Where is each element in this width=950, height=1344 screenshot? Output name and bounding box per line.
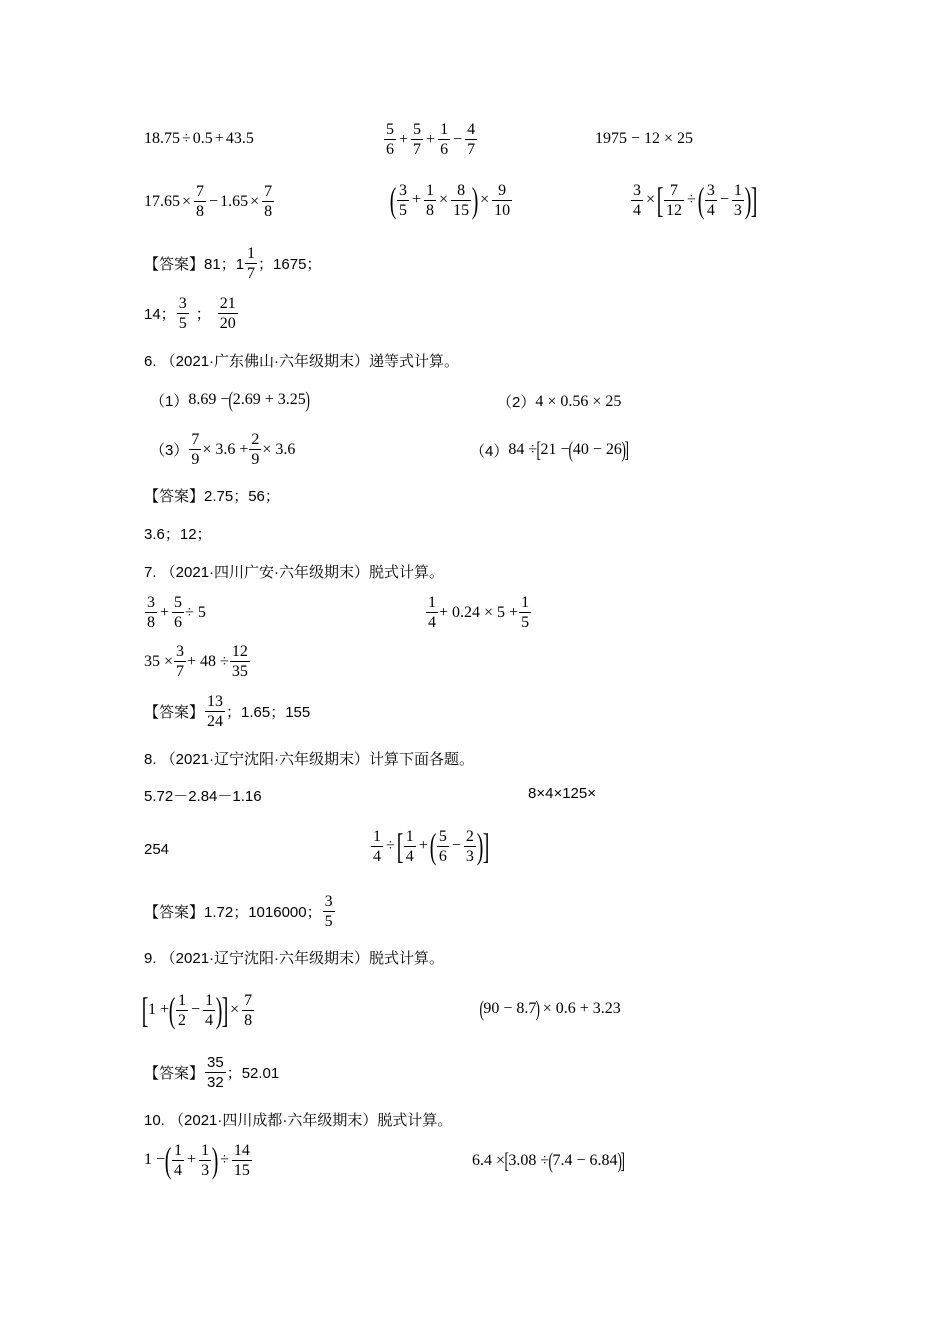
answer-6-line2: 3.6；12； — [144, 526, 212, 543]
problem-6-title: 6. （2021·广东佛山·六年级期末）递等式计算。 — [144, 353, 460, 370]
expr-6-2: （2） 4 × 0.56 × 25 — [497, 392, 622, 411]
expr-8-2: 8×4×125× — [528, 785, 596, 802]
problem-9-title: 9. （2021·辽宁沈阳·六年级期末）脱式计算。 — [144, 950, 445, 967]
answer-8: 【答案】 1.72；1016000； $\frac{3}{5}$ — [144, 893, 333, 930]
expr-8-1: 5.72－2.84－1.16 — [144, 788, 262, 805]
expr-7-3: 35 × $\frac{3}{7}$ + 48 ÷ $\frac{12}{35}$ — [144, 643, 248, 680]
expr-7-2: $\frac{1}{4}$ + 0.24 × 5 + $\frac{1}{5}$ — [428, 594, 530, 631]
expr-6-3: （3） $\frac{7}{9}$ × 3.6 + $\frac{2}{9}$ × 3.6 — [150, 431, 296, 468]
expr-6-4: （4） 84 ÷ [ 21 − ( 40 − 26 ) ] — [470, 437, 630, 462]
problem-7-title: 7. （2021·四川广安·六年级期末）脱式计算。 — [144, 564, 445, 581]
answer-5-line1: 【答案】 81；1 $\frac{1}{7}$ ；1675； — [144, 245, 322, 282]
expr-6-1: （1） 8.69 − ( 2.69 + 3.25 ) — [150, 387, 310, 412]
problem-8-title: 8. （2021·辽宁沈阳·六年级期末）计算下面各题。 — [144, 751, 475, 768]
expr-5-4: 17.65 × $\frac{7}{8}$ − 1.65 × $\frac{7}{8}$ — [144, 183, 273, 220]
expr-8-2-continued: 254 — [144, 841, 170, 858]
expr-7-1: $\frac{3}{8}$ + $\frac{5}{6}$ ÷ 5 — [147, 594, 206, 631]
expr-8-3: $\frac{1}{4}$ ÷ [ $\frac{1}{4}$ + ( $\frac{5}{6}$ − $\frac{2}{3}$ ) ] — [373, 826, 490, 866]
expr-5-6: $\frac{3}{4}$ × [ $\frac{7}{12}$ ÷ ( $\frac{3}{4}$ − $\frac{1}{3}$ ) ] — [633, 180, 758, 220]
answer-5-line2: 14； $\frac{3}{5}$ ； $\frac{21}{20}$ — [144, 295, 236, 332]
answer-7: 【答案】 $\frac{13}{24}$ ；1.65；155 — [144, 693, 311, 730]
answer-6-line1: 【答案】 2.75；56； — [144, 488, 280, 505]
expr-10-1: 1 − ( $\frac{1}{4}$ + $\frac{1}{3}$ ) ÷ $\frac{14}{15}$ — [144, 1140, 250, 1180]
expr-5-3: 1975 − 12 × 25 — [595, 130, 694, 147]
expr-9-1: [ 1 + ( $\frac{1}{2}$ − $\frac{1}{4}$ ) ] × $\frac{7}{8}$ — [141, 990, 253, 1030]
expr-9-2: ( 90 − 8.7 ) × 0.6 + 3.23 — [479, 996, 621, 1021]
expr-5-1: 18.75 ÷ 0.5 + 43.5 — [144, 130, 254, 147]
expr-10-2: 6.4 × [ 3.08 ÷ ( 7.4 − 6.84 ) ] — [472, 1148, 625, 1173]
answer-9: 【答案】 $\frac{35}{32}$ ；52.01 — [144, 1054, 280, 1091]
problem-10-title: 10. （2021·四川成都·六年级期末）脱式计算。 — [144, 1112, 453, 1129]
expr-5-2: $\frac{5}{6}$ + $\frac{5}{7}$ + $\frac{1}{6}$ − $\frac{4}{7}$ — [386, 121, 476, 158]
expr-5-5: ( $\frac{3}{5}$ + $\frac{1}{8}$ × $\frac{8}{15}$ ) × $\frac{9}{10}$ — [389, 180, 511, 220]
